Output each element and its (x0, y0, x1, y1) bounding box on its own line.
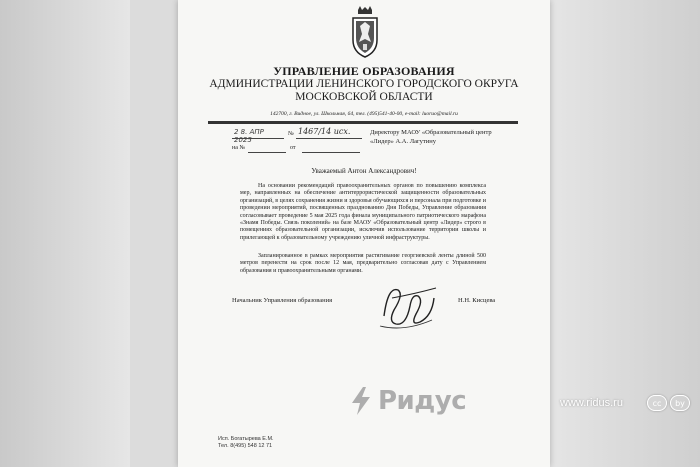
executor-phone: Тел. 8(495) 548 12 71 (218, 443, 273, 449)
addressee-line-2: «Лидер» А.А. Лагутину (370, 138, 436, 145)
site-url: www.ridus.ru (560, 397, 623, 409)
reference-date-label: от (290, 145, 296, 151)
handwritten-signature-icon (374, 276, 444, 336)
body-paragraph-2: Запланированное в рамках мероприятия растягивание георгиевской ленты длиной 500 метров перенести на срок после 12 мая, предварительно согласовав дату с Управлением образования и правоохранительными органами. (240, 253, 486, 274)
addressee-line-1: Директору МАОУ «Образовательный центр (370, 129, 492, 136)
body-paragraph-1: На основании рекомендаций правоохранительных органов по повышению комплекса мер, направленных на обеспечение антитеррористической защищенности образовательных организаций, в целях сохранения жизни и здоровья обучающихся и персонала при подготовке и проведении мероприятий, посвященных празднованию Дня Победы, Управление образования согласовывает проведение 5 мая 2025 года финала муниципального патриотического марафона «Знамя Победы. Связь поколений» на базе МАОУ «Образовательный центр «Лидер» строго в помещениях образовательной организации, исключив использование территории школы и прилегающей к образовательному учреждению уличной инфраструктуры. (240, 183, 486, 241)
letterhead-region: МОСКОВСКОЙ ОБЛАСТИ (295, 91, 433, 103)
executor-block (218, 436, 274, 450)
reference-number-label: на № (232, 145, 246, 151)
lightning-bolt-icon (348, 386, 374, 416)
registration-number-handwritten: 1467/14 исх. (298, 127, 351, 136)
ridus-watermark (348, 384, 498, 418)
reference-number-underline (248, 152, 286, 153)
registration-number-label: № (288, 131, 294, 137)
registration-date-stamp: 2 8. АПР 2025 (234, 128, 264, 144)
signatory-title: Начальник Управления образования (232, 297, 333, 304)
number-underline (296, 138, 362, 139)
executor-name: Исп. Богатырева Е.М. (218, 436, 274, 442)
addressee-block (370, 128, 530, 146)
reference-date-underline (302, 152, 360, 153)
date-underline (232, 138, 284, 139)
letterhead-address: 142700, г. Видное, ул. Школьная, 64, тел. (495)541-40-00, e-mail: luoruo@mail.ru (270, 111, 458, 117)
coat-of-arms-icon (350, 6, 380, 58)
creative-commons-icon: cc (647, 395, 667, 411)
watermark-brand: Ридус (378, 386, 467, 416)
attribution-icon: by (670, 395, 690, 411)
letterhead-title: УПРАВЛЕНИЕ ОБРАЗОВАНИЯ (273, 64, 455, 78)
background-left (0, 0, 130, 467)
salutation: Уважаемый Антон Александрович! (311, 167, 417, 175)
signatory-name: Н.Н. Кисцева (458, 297, 496, 304)
letterhead-subtitle: АДМИНИСТРАЦИИ ЛЕНИНСКОГО ГОРОДСКОГО ОКРУГА (209, 78, 519, 90)
letterhead-divider (208, 121, 518, 124)
